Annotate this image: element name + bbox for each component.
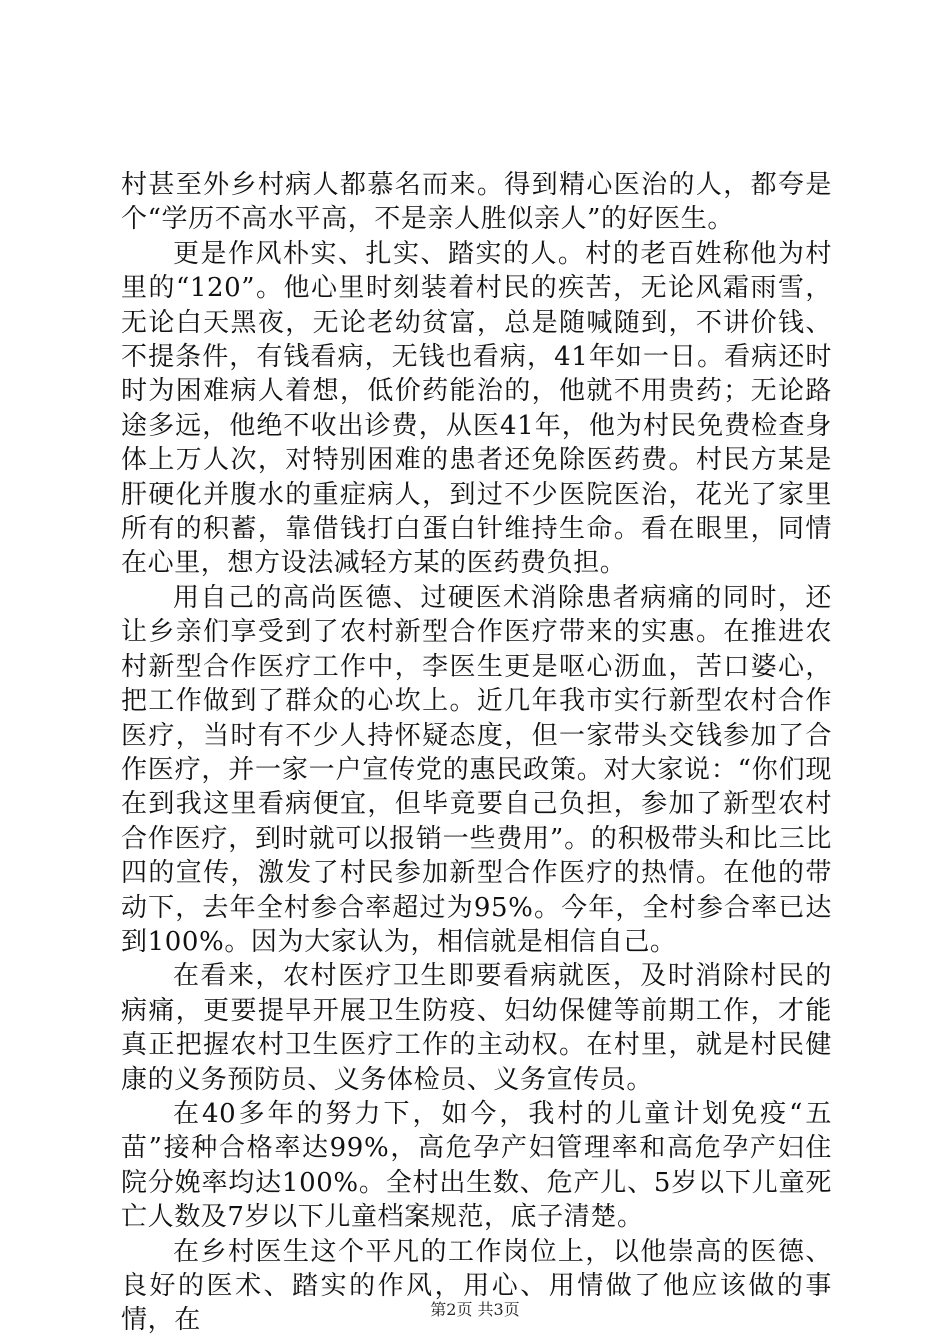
- paragraph-1: 村甚至外乡村病人都慕名而来。得到精心医治的人，都夸是个“学历不高水平高，不是亲人胜似亲人”的好医生。: [121, 170, 832, 235]
- paragraph-3: 用自己的高尚医德、过硬医术消除患者病痛的同时，还让乡亲们享受到了农村新型合作医疗带来的实惠。在推进农村新型合作医疗工作中，李医生更是呕心沥血，苦口婆心，把工作做到了群众的心坎上。近几年我市实行新型农村合作医疗，当时有不少人持怀疑态度，但一家带头交钱参加了合作医疗，并一家一户宣传党的惠民政策。对大家说：“你们现在到我这里看病便宜，但毕竟要自己负担，参加了新型农村合作医疗，到时就可以报销一些费用”。的积极带头和比三比四的宣传，激发了村民参加新型合作医疗的热情。在他的带动下，去年全村参合率超过为95%。今年，全村参合率已达到100%。因为大家认为，相信就是相信自己。: [121, 582, 832, 957]
- paragraph-6: 在乡村医生这个平凡的工作岗位上，以他崇高的医德、良好的医术、踏实的作风，用心、用情做了他应该做的事情，在: [121, 1236, 832, 1336]
- paragraph-2: 更是作风朴实、扎实、踏实的人。村的老百姓称他为村里的“120”。他心里时刻装着村民的疾苦，无论风霜雨雪，无论白天黑夜，无论老幼贫富，总是随喊随到，不讲价钱、不提条件，有钱看病，无钱也看病，41年如一日。看病还时时为困难病人着想，低价药能治的，他就不用贵药；无论路途多远，他绝不收出诊费，从医41年，他为村民免费检查身体上万人次，对特别困难的患者还免除医药费。村民方某是肝硬化并腹水的重症病人，到过不少医院医治，花光了家里所有的积蓄，靠借钱打白蛋白针维持生命。看在眼里，同情在心里，想方设法减轻方某的医药费负担。: [121, 238, 832, 579]
- page-footer: 第2页 共3页: [430, 1300, 520, 1319]
- paragraph-4: 在看来，农村医疗卫生即要看病就医，及时消除村民的病痛，更要提早开展卫生防疫、妇幼保健等前期工作，才能真正把握农村卫生医疗工作的主动权。在村里，就是村民健康的义务预防员、义务体检员、义务宣传员。: [121, 961, 832, 1095]
- paragraph-5: 在40多年的努力下，如今，我村的儿童计划免疫“五苗”接种合格率达99%，高危孕产妇管理率和高危孕产妇住院分娩率均达100%。全村出生数、危产儿、5岁以下儿童死亡人数及7岁以下儿童档案规范，底子清楚。: [121, 1098, 832, 1233]
- document-body: [121, 168, 832, 1338]
